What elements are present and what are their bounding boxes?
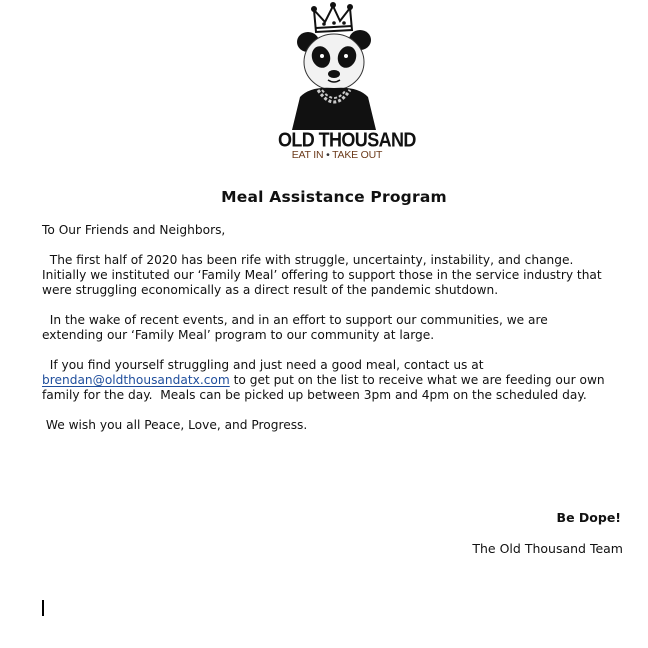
signature: The Old Thousand Team (472, 541, 623, 556)
paragraph-contact (42, 358, 632, 404)
tagline-separator: • (326, 149, 330, 161)
text-cursor[interactable] (42, 600, 44, 616)
signoff: Be Dope! (556, 510, 621, 525)
brand-tagline (278, 149, 396, 161)
contact-text-start: If you find yourself struggling and just need a good meal, contact us at (49, 358, 484, 372)
greeting-line: To Our Friends and Neighbors, (42, 223, 226, 237)
contact-text-end: to get put on the list to receive what we are feeding our own family for the day. Meals can be picked up between 3pm and 4pm on the scheduled day. (42, 373, 605, 403)
document-title: Meal Assistance Program (221, 188, 447, 206)
tagline-eat-in: EAT IN (291, 149, 324, 161)
email-link[interactable]: brendan@oldthousandatx.com (42, 373, 230, 388)
paragraph-first-half: The first half of 2020 has been rife with struggle, uncertainty, instability, and change. Initially we instituted our ‘Family Meal’ offering to support those in the service industry that were struggling economically as a direct result of the pandemic shutdown. (42, 253, 602, 298)
brand-name: OLD THOUSAND (278, 128, 416, 151)
tagline-take-out: TAKE OUT (332, 149, 383, 161)
paragraph-recent-events: In the wake of recent events, and in an effort to support our communities, we are extending our ‘Family Meal’ program to our community at large. (42, 313, 548, 343)
paragraph-wishes: We wish you all Peace, Love, and Progress. (42, 418, 308, 432)
panda-crown-icon (270, 2, 400, 132)
